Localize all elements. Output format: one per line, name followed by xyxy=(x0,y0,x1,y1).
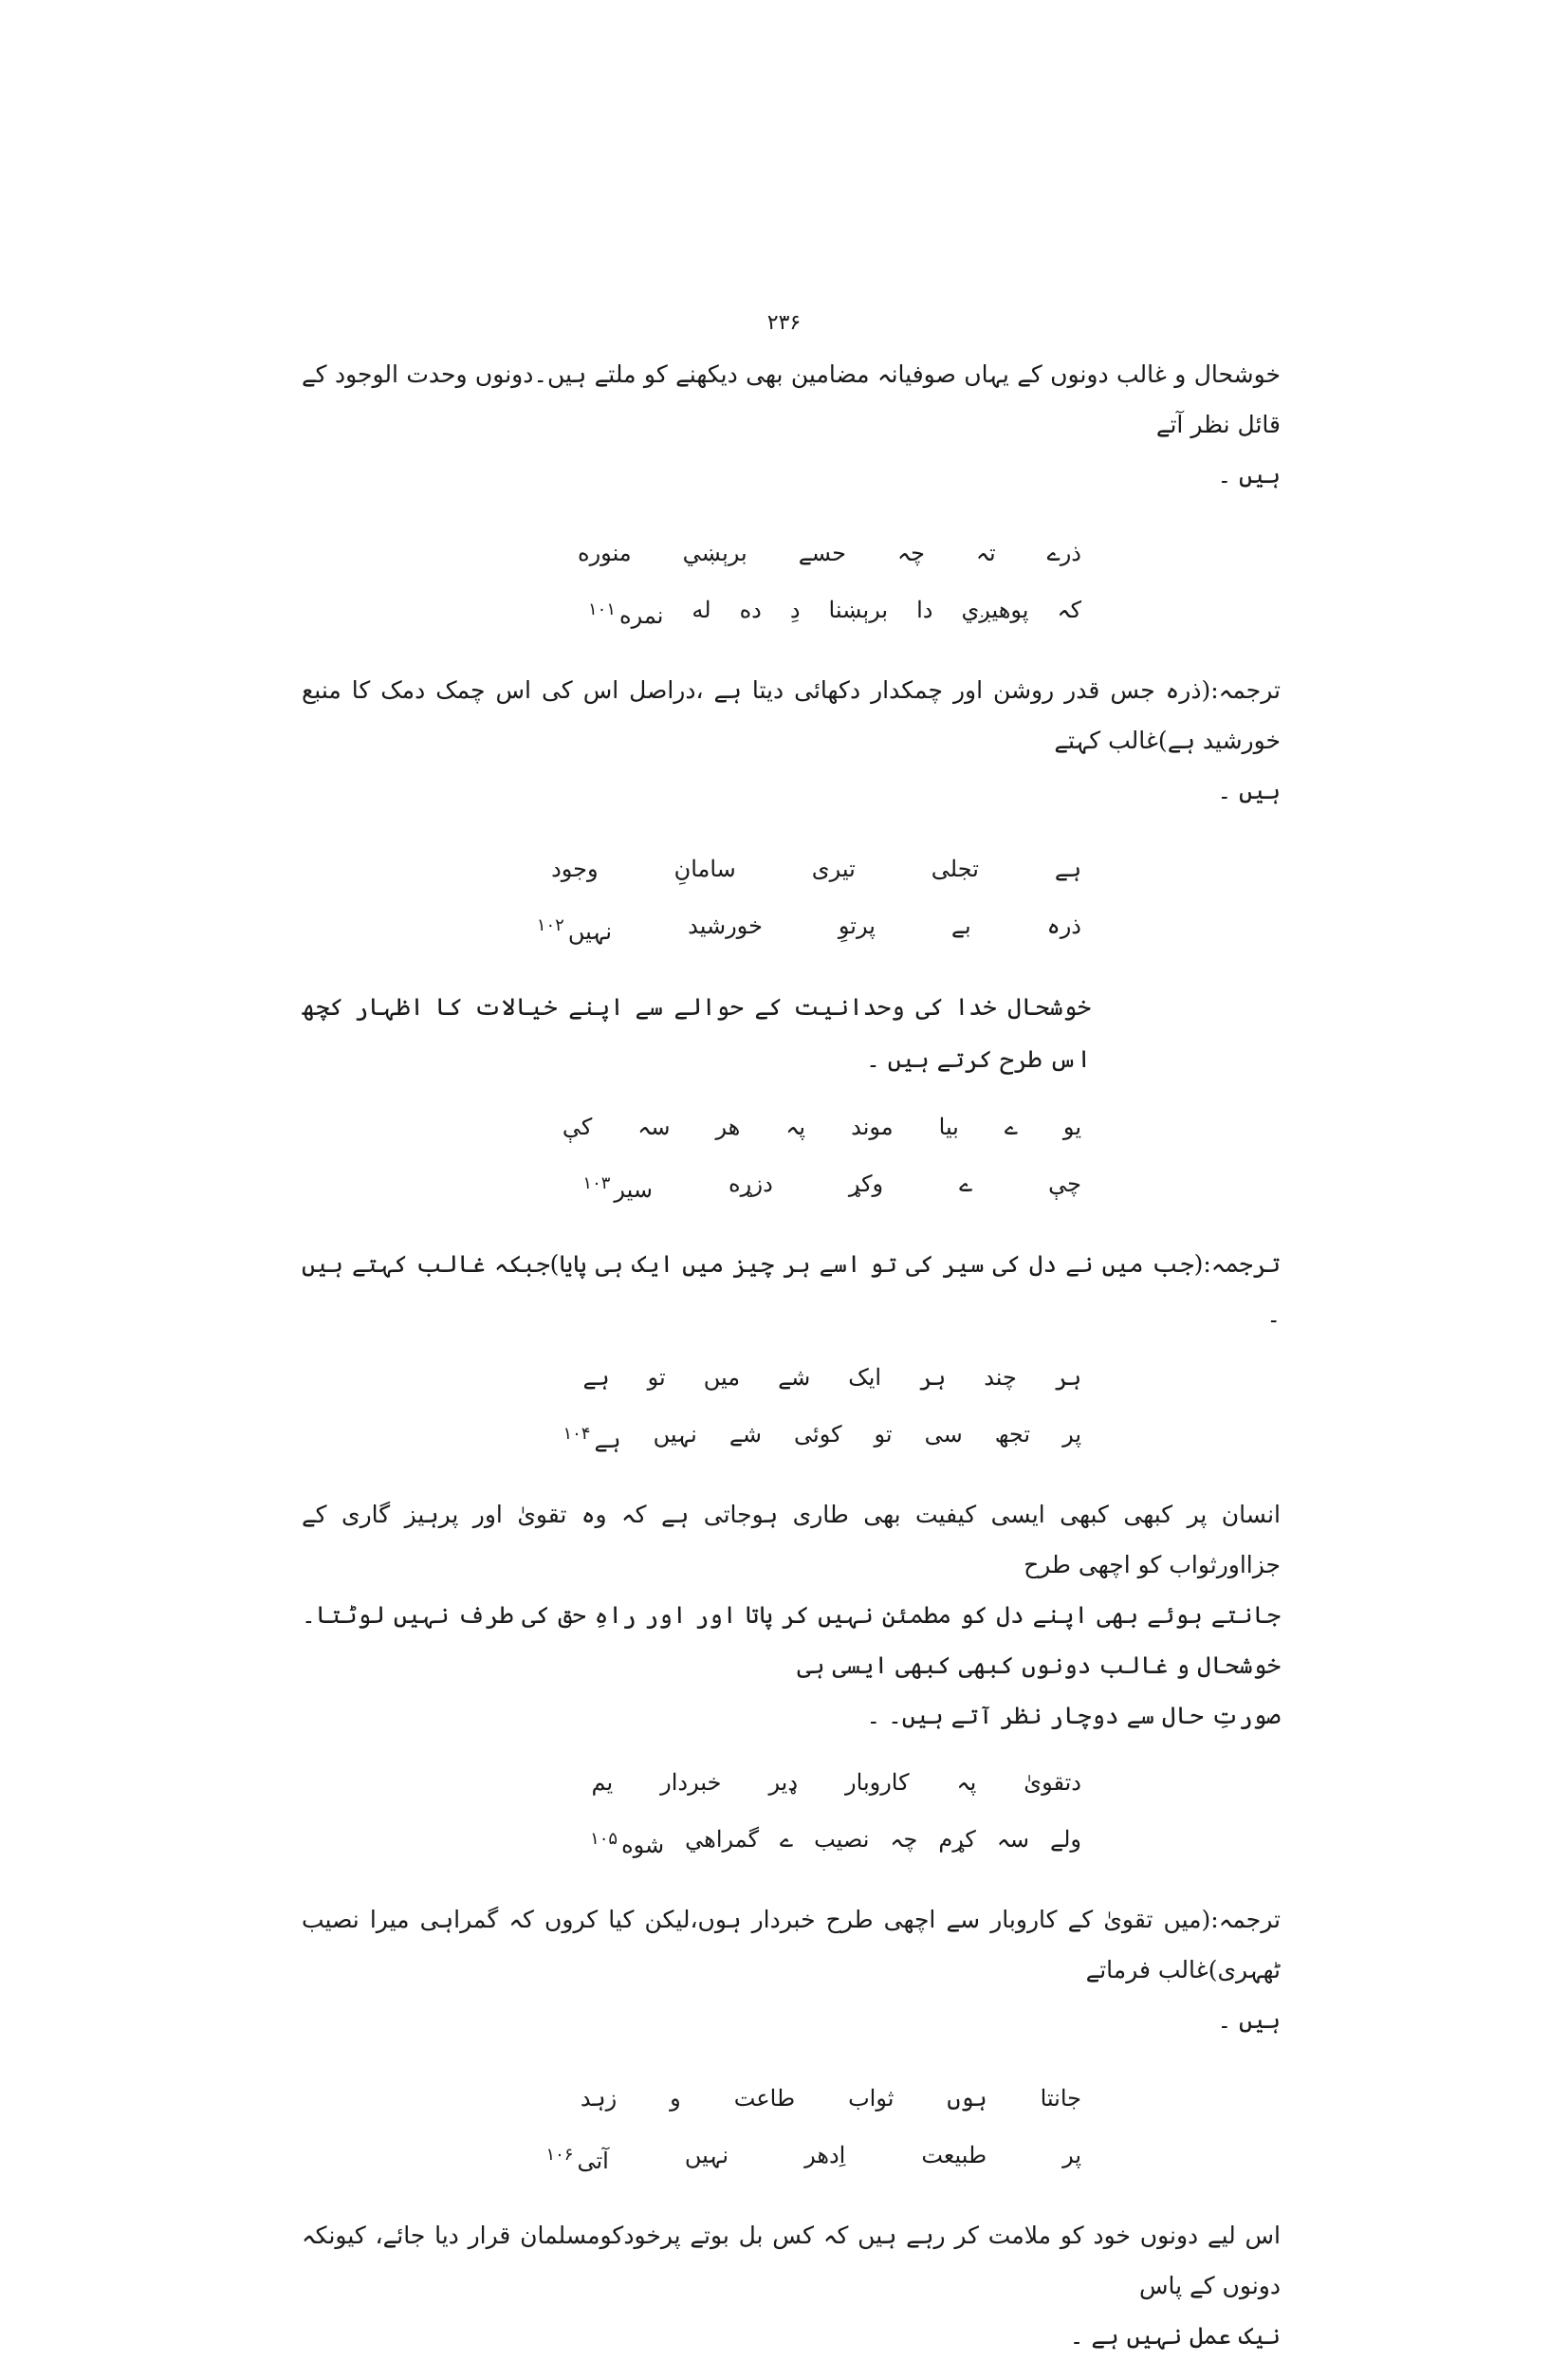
pashto-couplet-105 xyxy=(302,1754,1281,1873)
paragraph-piety xyxy=(302,1489,1281,1741)
verse-line xyxy=(302,1406,1281,1468)
text-line: ہیں ۔ xyxy=(1217,2006,1281,2034)
verse-word: ہر xyxy=(919,1364,947,1391)
verse-word: برېښي xyxy=(682,540,747,566)
verse-word: له xyxy=(692,597,711,623)
verse-word: کاروبار xyxy=(845,1769,910,1796)
verse-word xyxy=(563,1406,620,1468)
text-line: ترجمہ:(ذرہ جس قدر روشن اور چمکدار دکھائی دیتا ہے ،دراصل اس کی اس چمک دمک کا منبع خورشید ہے)غالب کہتے xyxy=(302,676,1281,754)
verse-word xyxy=(590,1811,664,1873)
urdu-couplet-104 xyxy=(302,1349,1281,1468)
verse-word: دتقویٰ xyxy=(1024,1769,1081,1796)
verse-word: طبیعت xyxy=(921,2142,987,2168)
verse-word: تہ xyxy=(975,540,996,566)
verse-word: ده xyxy=(739,597,762,623)
verse-word: ہے xyxy=(1054,856,1081,882)
text-line: خوشحال و غالب دونوں کے یہاں صوفیانہ مضامین بھی دیکھنے کو ملتے ہیں۔دونوں وحدت الوجود کے قائل نظر آتے xyxy=(302,360,1281,438)
verse-word: دِ xyxy=(789,597,801,623)
verse-word: تجلی xyxy=(931,856,979,882)
verse-word: نہیں xyxy=(653,1421,697,1448)
translation-paragraph xyxy=(302,1239,1281,1339)
verse-word: سامانِ xyxy=(673,856,736,882)
verse-word xyxy=(588,581,663,644)
verse-word: میں xyxy=(703,1364,741,1391)
verse-line xyxy=(302,840,1281,897)
verse-word: سی xyxy=(924,1421,963,1448)
footnote-marker: ۱۰۱ xyxy=(588,599,617,619)
footnote-marker: ۱۰۴ xyxy=(563,1424,591,1444)
verse-word: کې xyxy=(562,1114,593,1140)
verse-word: دا xyxy=(916,597,933,623)
verse-word xyxy=(537,897,612,960)
verse-word: پوهيږي xyxy=(961,597,1029,623)
verse-word: وجود xyxy=(551,856,599,882)
text-line: صورتِ حال سے دوچار نظر آتے ہیں۔ ۔ xyxy=(866,1702,1281,1729)
verse-word-text: سیر xyxy=(614,1176,654,1203)
verse-word: چې xyxy=(1048,1171,1081,1197)
verse-word: دزړه xyxy=(729,1171,773,1197)
text-line: ہیں ۔ xyxy=(1217,777,1281,804)
verse-word: ذرہ xyxy=(1046,913,1081,939)
verse-word: ے xyxy=(1004,1114,1018,1140)
verse-word: سہ xyxy=(996,1826,1030,1853)
verse-word: و xyxy=(670,2085,681,2112)
page-body xyxy=(302,349,1281,2361)
verse-word-text: شوه xyxy=(621,1832,665,1858)
verse-word: ډیر xyxy=(768,1769,799,1796)
paragraph-conclusion xyxy=(302,2210,1281,2361)
urdu-couplet-102 xyxy=(302,840,1281,960)
verse-word: وکړ xyxy=(848,1171,884,1197)
verse-word: تجھ xyxy=(994,1421,1031,1448)
verse-word: طاعت xyxy=(733,2085,796,2112)
verse-word: کړم xyxy=(938,1826,976,1853)
verse-word: حسے xyxy=(798,540,846,566)
verse-line xyxy=(302,1155,1281,1218)
verse-word: ے xyxy=(780,1826,794,1853)
verse-word: خورشید xyxy=(688,913,763,939)
verse-word: پر xyxy=(1062,1421,1081,1448)
verse-word: ایک xyxy=(848,1364,882,1391)
verse-word: موند xyxy=(851,1114,894,1140)
verse-word xyxy=(582,1155,653,1218)
verse-word: یم xyxy=(591,1769,614,1796)
verse-word: یو xyxy=(1062,1114,1081,1140)
verse-word: چہ xyxy=(890,1826,918,1853)
verse-line xyxy=(302,1349,1281,1406)
text-line: اس لیے دونوں خود کو ملامت کر رہے ہیں کہ کس بل بوتے پرخودکومسلمان قرار دیا جائے، کیونکہ دونوں کے پاس xyxy=(302,2222,1281,2299)
verse-word: زہد xyxy=(580,2085,618,2112)
verse-word-text: نمره xyxy=(619,602,664,629)
footnote-marker: ۱۰۲ xyxy=(536,915,564,935)
urdu-couplet-106 xyxy=(302,2070,1281,2189)
verse-word xyxy=(545,2127,608,2189)
verse-word: کوئی xyxy=(794,1421,842,1448)
page-number: ۲۳۶ xyxy=(766,311,802,335)
footnote-marker: ۱۰۳ xyxy=(582,1173,611,1193)
verse-word-text: آتی xyxy=(577,2148,609,2174)
pashto-couplet-103 xyxy=(302,1098,1281,1218)
verse-word: هر xyxy=(715,1114,741,1140)
verse-word: ے xyxy=(959,1171,973,1197)
verse-word-text: ہے xyxy=(594,1427,621,1453)
verse-line xyxy=(302,525,1281,581)
text-line: جانتے ہوئے بھی اپنے دل کو مطمئن نہیں کر پاتا اور اور راہِ حق کی طرف نہیں لوٹتا۔خوشحال و غالب دونوں کبھی کبھی ایسی ہی xyxy=(302,1601,1281,1679)
verse-word: ہر xyxy=(1054,1364,1081,1391)
footnote-marker: ۱۰۶ xyxy=(545,2145,574,2165)
verse-line xyxy=(302,2070,1281,2127)
verse-word: شے xyxy=(778,1364,811,1391)
verse-word: چہ xyxy=(897,540,925,566)
verse-line xyxy=(302,1098,1281,1155)
verse-word: ولے xyxy=(1050,1826,1081,1853)
verse-line xyxy=(302,1811,1281,1873)
pashto-couplet-101 xyxy=(302,525,1281,644)
verse-word: تیری xyxy=(811,856,856,882)
verse-word: ذرے xyxy=(1046,540,1081,566)
verse-word: بے xyxy=(950,913,971,939)
verse-word: ہوں xyxy=(947,2085,987,2112)
verse-word: گمراهي xyxy=(685,1826,760,1853)
text-line: نیک عمل نہیں ہے ۔ xyxy=(1069,2322,1281,2350)
verse-word: اِدھر xyxy=(804,2142,846,2168)
verse-word: منوره xyxy=(578,540,632,566)
text-line: ترجمہ:(جب میں نے دل کی سیر کی تو اسے ہر چیز میں ایک ہی پایا)جبکہ غالب کہتے ہیں ۔ xyxy=(302,1250,1281,1328)
translation-paragraph xyxy=(302,665,1281,816)
verse-word-text: نہیں xyxy=(567,918,613,945)
verse-line xyxy=(302,897,1281,960)
text-line: ہیں ۔ xyxy=(1217,461,1281,489)
text-line: ترجمہ:(میں تقویٰ کے کاروبار سے اچھی طرح خبردار ہوں،لیکن کیا کروں کہ گمراہی میرا نصیب ٹھہری)غالب فرماتے xyxy=(302,1906,1282,1983)
verse-word: نہیں xyxy=(684,2142,729,2168)
verse-line xyxy=(302,581,1281,644)
intro-line: خوشحال خدا کی وحدانیت کے حوالے سے اپنے خیالات کا اظہار کچھ اس طرح کرتے ہیں ۔ xyxy=(302,993,1091,1073)
verse-word: تو xyxy=(647,1364,666,1391)
verse-word: چند xyxy=(984,1364,1017,1391)
translation-paragraph xyxy=(302,1894,1281,2045)
paragraph-sufi-themes xyxy=(302,349,1281,500)
verse-word: پہ xyxy=(956,1769,977,1796)
footnote-marker: ۱۰۵ xyxy=(590,1829,618,1849)
verse-word: جانتا xyxy=(1040,2085,1081,2112)
verse-word: کہ xyxy=(1057,597,1081,623)
verse-word: ہے xyxy=(582,1364,610,1391)
verse-word: برېښنا xyxy=(828,597,889,623)
verse-word: پر xyxy=(1062,2142,1081,2168)
verse-word: سہ xyxy=(637,1114,671,1140)
verse-line xyxy=(302,2127,1281,2189)
verse-word: خبردار xyxy=(660,1769,722,1796)
verse-word: پہ xyxy=(785,1114,806,1140)
verse-word: بیا xyxy=(938,1114,959,1140)
text-line: انسان پر کبھی کبھی ایسی کیفیت بھی طاری ہوجاتی ہے کہ وہ تقویٰ اور پرہیز گاری کے جزااورثواب کو اچھی طرح xyxy=(302,1501,1281,1578)
verse-word: شے xyxy=(729,1421,763,1448)
verse-word: پرتوِ xyxy=(838,913,876,939)
verse-word: تو xyxy=(874,1421,893,1448)
verse-word: نصیب xyxy=(814,1826,870,1853)
verse-line xyxy=(302,1754,1281,1811)
verse-word: ثواب xyxy=(848,2085,895,2112)
